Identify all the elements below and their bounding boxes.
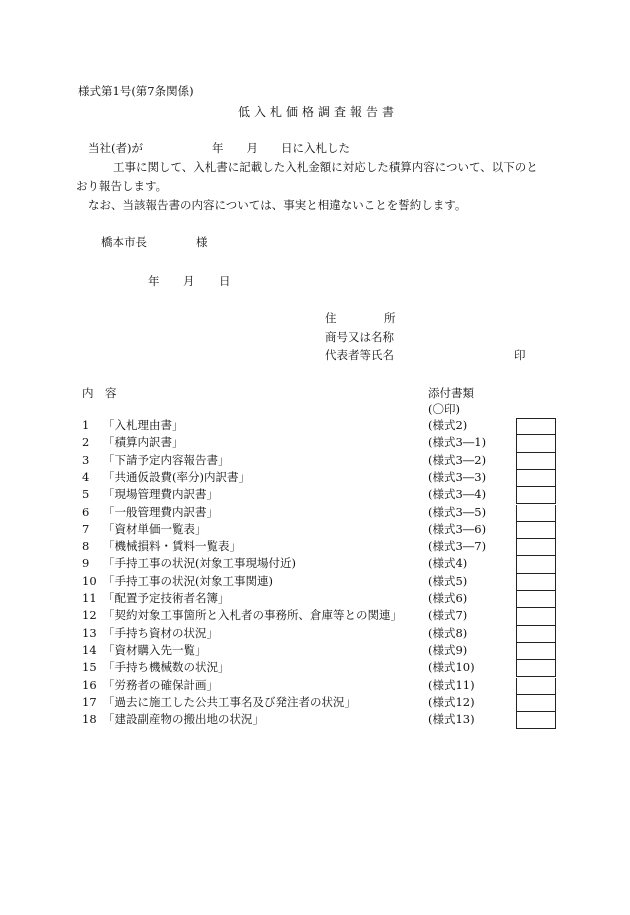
row-number: 4 [82, 469, 90, 484]
row-form-number: (様式11) [428, 677, 475, 692]
row-number: 17 [82, 694, 97, 709]
row-form-number: (様式3―5) [428, 504, 487, 519]
attachment-checkbox[interactable] [516, 487, 556, 504]
row-document-name: 「配置予定技術者名簿」 [103, 591, 230, 605]
row-form-number: (様式13) [428, 712, 475, 727]
attachment-checkbox[interactable] [516, 435, 556, 452]
row-number: 6 [82, 504, 90, 519]
attachment-checkbox[interactable] [516, 712, 556, 729]
row-form-number: (様式5) [428, 573, 468, 588]
table-row [0, 539, 630, 556]
form-number: 様式第1号(第7条関係) [78, 84, 194, 98]
company-label: 商号又は名称 [325, 330, 394, 344]
body-line-3: おり報告します。 [76, 179, 168, 193]
table-row [0, 574, 630, 591]
representative-label: 代表者等氏名 [325, 348, 394, 362]
address-label-1: 住 [325, 311, 337, 325]
row-form-number: (様式9) [428, 642, 468, 657]
seal-mark: 印 [514, 348, 526, 362]
table-row [0, 678, 630, 695]
row-number: 9 [82, 556, 90, 571]
content-header: 内 容 [82, 386, 117, 400]
row-number: 1 [82, 418, 90, 432]
attachment-checkbox[interactable] [516, 470, 556, 487]
attachment-checkbox[interactable] [516, 643, 556, 660]
row-number: 3 [82, 452, 90, 467]
row-document-name: 「資材購入先一覧」 [103, 642, 207, 657]
row-document-name: 「契約対象工事箇所と入札者の事務所、倉庫等との関連」 [103, 608, 402, 623]
row-form-number: (様式8) [428, 625, 468, 640]
row-document-name: 「下請予定内容報告書」 [103, 452, 230, 467]
row-document-name: 「共通仮設費(率分)内訳書」 [103, 469, 250, 484]
attachment-checkbox[interactable] [516, 574, 556, 591]
row-document-name: 「手持工事の状況(対象工事関連) [103, 573, 273, 588]
table-row [0, 591, 630, 608]
row-number: 18 [82, 712, 97, 727]
table-row [0, 695, 630, 712]
row-number: 11 [82, 591, 97, 605]
body-line-2: 工事に関して、入札書に記載した入札金額に対応した積算内容について、以下のと [113, 160, 538, 174]
row-document-name: 「一般管理費内訳書」 [103, 504, 218, 519]
attachment-checkbox[interactable] [516, 418, 556, 435]
table-row [0, 643, 630, 660]
row-number: 15 [82, 660, 97, 675]
attachment-checkbox[interactable] [516, 608, 556, 625]
row-form-number: (様式7) [428, 608, 468, 623]
table-row [0, 453, 630, 470]
attachment-checkbox[interactable] [516, 626, 556, 643]
row-form-number: (様式6) [428, 591, 468, 605]
row-number: 12 [82, 608, 97, 623]
table-row [0, 435, 630, 452]
row-number: 14 [82, 642, 97, 657]
row-document-name: 「現場管理費内訳書」 [103, 487, 218, 502]
row-document-name: 「手持ち機械数の状況」 [103, 660, 230, 675]
row-number: 2 [82, 435, 90, 450]
attachment-checkbox[interactable] [516, 695, 556, 712]
row-document-name: 「積算内訳書」 [103, 435, 184, 450]
row-document-name: 「手持ち資材の状況」 [103, 625, 218, 640]
row-number: 16 [82, 677, 97, 692]
row-form-number: (様式3―2) [428, 452, 487, 467]
row-number: 13 [82, 625, 97, 640]
row-form-number: (様式3―3) [428, 469, 487, 484]
table-row [0, 470, 630, 487]
row-form-number: (様式3―7) [428, 539, 487, 554]
attachment-checkbox[interactable] [516, 522, 556, 539]
table-row [0, 608, 630, 625]
table-row [0, 487, 630, 504]
row-form-number: (様式10) [428, 660, 475, 675]
document-title: 低入札価格調査報告書 [238, 105, 399, 119]
address-label-2: 所 [384, 311, 396, 325]
row-number: 7 [82, 521, 90, 536]
table-row [0, 712, 630, 729]
attachment-checkbox[interactable] [516, 453, 556, 470]
row-form-number: (様式12) [428, 694, 475, 709]
row-form-number: (様式3―6) [428, 521, 487, 536]
table-row [0, 556, 630, 573]
body-line-1: 当社(者)が 年 月 日に入札した [88, 141, 350, 155]
addressee-honorific: 様 [196, 235, 208, 249]
attachment-checkbox[interactable] [516, 556, 556, 573]
row-form-number: (様式4) [428, 556, 468, 571]
attachment-checkbox[interactable] [516, 539, 556, 556]
attachment-checkbox[interactable] [516, 660, 556, 677]
addressee-name: 橋本市長 [101, 235, 147, 249]
row-document-name: 「過去に施工した公共工事名及び発注者の状況」 [103, 694, 356, 709]
table-row [0, 660, 630, 677]
attachment-checkbox[interactable] [516, 678, 556, 695]
row-number: 5 [82, 487, 90, 502]
row-document-name: 「建設副産物の搬出地の状況」 [103, 712, 264, 727]
table-row [0, 418, 630, 435]
date-day: 日 [219, 274, 231, 288]
row-document-name: 「資材単価一覧表」 [103, 521, 207, 536]
row-document-name: 「労務者の確保計画」 [103, 677, 218, 692]
body-line-4: なお、当該報告書の内容については、事実と相違ないことを誓約します。 [88, 198, 467, 212]
row-form-number: (様式3―1) [428, 435, 487, 450]
table-row [0, 626, 630, 643]
row-document-name: 「機械損料・賃料一覧表」 [103, 539, 241, 554]
row-document-name: 「入札理由書」 [103, 418, 184, 432]
row-form-number: (様式2) [428, 418, 468, 432]
attachment-checkbox[interactable] [516, 505, 556, 522]
row-form-number: (様式3―4) [428, 487, 487, 502]
row-number: 10 [82, 573, 97, 588]
table-row [0, 505, 630, 522]
date-year: 年 [148, 274, 160, 288]
attachment-subheader: (〇印) [428, 402, 460, 416]
row-number: 8 [82, 539, 90, 554]
date-month: 月 [183, 274, 195, 288]
attachment-checkbox[interactable] [516, 591, 556, 608]
attachment-header: 添付書類 [428, 386, 474, 400]
table-row [0, 522, 630, 539]
row-document-name: 「手持工事の状況(対象工事現場付近) [103, 556, 296, 571]
